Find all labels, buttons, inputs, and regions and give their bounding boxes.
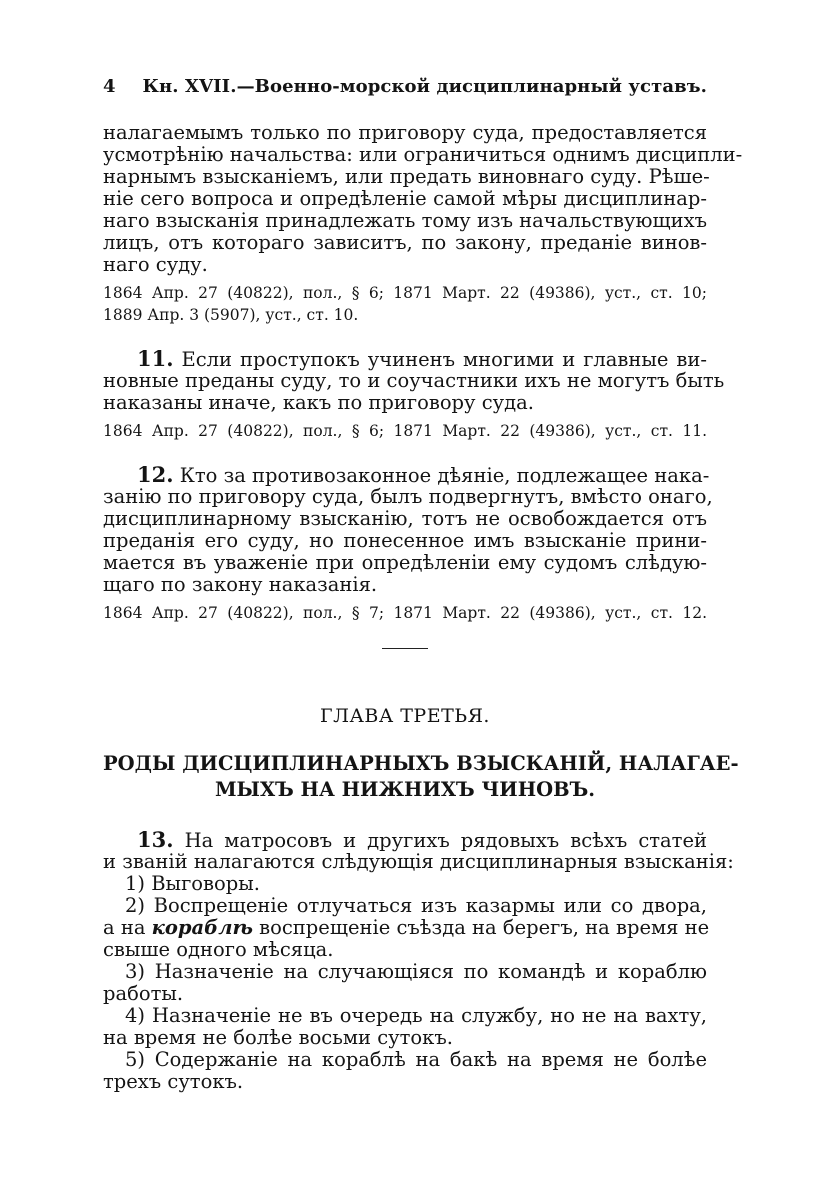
text-line: дисциплинарному взысканію, тотъ не освобождается отъ <box>103 507 707 530</box>
list-item: 2) Воспрещеніе отлучаться изъ казармы или со двора, <box>125 894 707 917</box>
article-number: 11. <box>137 346 174 371</box>
text-line: занію по приговору суда, былъ подвергнутъ, вмѣсто онаго, <box>103 485 713 508</box>
text-line <box>103 829 707 851</box>
article-12-citation <box>103 602 707 624</box>
italic-word: кораблѣ <box>151 916 253 939</box>
article-11 <box>103 346 725 414</box>
text-fragment: Кто за противозаконное дѣяніе, подлежащее нака- <box>179 464 710 487</box>
list-item: 4) Назначеніе не въ очередь на службу, но не на вахту, <box>125 1004 707 1027</box>
text-line: наго взысканія принадлежать тому изъ начальствующихъ <box>103 209 707 232</box>
chapter-title <box>103 751 739 803</box>
text-fragment: воспрещеніе съѣзда на берегъ, на время не <box>252 916 710 939</box>
text-line: нарнымъ взысканіемъ, или предать виновнаго суду. Рѣше- <box>103 165 710 188</box>
text-line: новные преданы суду, то и соучастники ихъ не могутъ быть <box>103 369 725 392</box>
citation-line: 1864 Апр. 27 (40822), пол., § 6; 1871 Март. 22 (49386), уст., ст. 11. <box>103 422 707 440</box>
article-number: 13. <box>137 827 174 852</box>
text-line: лицъ, отъ котораго зависитъ, по закону, преданіе винов- <box>103 231 707 254</box>
article-number: 12. <box>137 462 174 487</box>
running-header <box>103 76 707 108</box>
text-line: преданія его суду, но понесенное имъ взысканіе прини- <box>103 529 707 552</box>
text-line: наго суду. <box>103 253 208 276</box>
list-item-continuation: работы. <box>103 982 184 1005</box>
text-fragment: а на <box>103 916 152 939</box>
article-10-citation <box>103 282 707 326</box>
text-fragment: На матросовъ и другихъ рядовыхъ всѣхъ статей <box>184 829 708 852</box>
text-fragment: Если проступокъ учиненъ многими и главные ви- <box>181 348 707 371</box>
article-12 <box>103 462 713 596</box>
list-item: 3) Назначеніе на случающіяся по командѣ и кораблю <box>125 960 707 983</box>
text-line: налагаемымъ только по приговору суда, предоставляется <box>103 121 707 144</box>
text-line: усмотрѣнію начальства: или ограничиться однимъ дисципли- <box>103 143 743 166</box>
text-line <box>103 462 710 487</box>
text-line: наказаны иначе, какъ по приговору суда. <box>103 391 534 414</box>
text-line: щаго по закону наказанія. <box>103 573 378 596</box>
list-item-continuation: свыше одного мѣсяца. <box>103 938 334 961</box>
text-line: и званій налагаются слѣдующія дисциплинарныя взысканія: <box>103 850 734 873</box>
article-10-continuation <box>103 121 743 276</box>
article-11-citation <box>103 420 707 442</box>
book-page <box>103 76 743 1093</box>
citation-line: 1864 Апр. 27 (40822), пол., § 7; 1871 Март. 22 (49386), уст., ст. 12. <box>103 604 707 622</box>
article-13 <box>103 827 734 1093</box>
section-divider <box>382 648 428 649</box>
page-number: 4 <box>103 76 116 97</box>
list-item-continuation: на время не болѣе восьми сутокъ. <box>103 1026 453 1049</box>
running-title: Кн. XVII.—Военно-морской дисциплинарный уставъ. <box>142 76 707 97</box>
list-item-continuation <box>103 916 710 939</box>
chapter-label: ГЛАВА ТРЕТЬЯ. <box>320 705 490 727</box>
list-item: 1) Выговоры. <box>125 872 260 895</box>
chapter-title-line: МЫХЪ НА НИЖНИХЪ ЧИНОВЪ. <box>214 778 596 801</box>
text-line <box>103 348 707 370</box>
citation-line: 1889 Апр. 3 (5907), уст., ст. 10. <box>103 306 359 324</box>
text-line: мается въ уваженіе при опредѣленіи ему судомъ слѣдую- <box>103 551 707 574</box>
citation-line: 1864 Апр. 27 (40822), пол., § 6; 1871 Март. 22 (49386), уст., ст. 10; <box>103 284 707 302</box>
list-item-continuation: трехъ сутокъ. <box>103 1070 244 1093</box>
list-item: 5) Содержаніе на кораблѣ на бакѣ на время не болѣе <box>125 1048 707 1071</box>
text-line: ніе сего вопроса и опредѣленіе самой мѣры дисциплинар- <box>103 187 707 210</box>
chapter-title-line: РОДЫ ДИСЦИПЛИНАРНЫХЪ ВЗЫСКАНІЙ, НАЛАГАЕ- <box>103 752 739 775</box>
